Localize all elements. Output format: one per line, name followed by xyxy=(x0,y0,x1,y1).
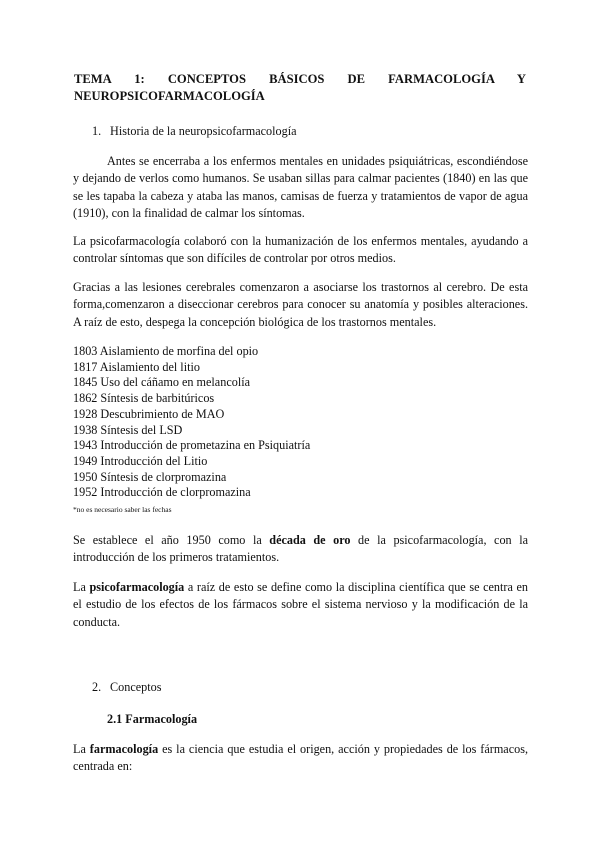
golden-decade-paragraph: Se establece el año 1950 como la década de oro de la psicofarmacología, con la introducción de los primeros tratamientos. xyxy=(73,533,528,565)
dates-footnote: *no es necesario saber las fechas xyxy=(73,505,172,514)
subsection-2-1-heading: 2.1 Farmacología xyxy=(107,712,198,726)
history-paragraph-1: Antes se encerraba a los enfermos mentales en unidades psiquiátricas, escondiéndose y dejando de verlos como humanos. Se usaban sillas para calmar pacientes (1840) en las que se les tapaba la cabeza y ataba las manos, camisas de fuerza y tratamientos de vapor de agua (1910), con la finalidad de calmar los síntomas. xyxy=(73,154,528,220)
pharmacology-definition-paragraph: La farmacología es la ciencia que estudia el origen, acción y propiedades de los fármacos, centrada en: xyxy=(73,742,529,774)
history-paragraph-2: La psicofarmacología colaboró con la humanización de los enfermos mentales, ayudando a controlar síntomas que son difíciles de controlar por otros medios. xyxy=(73,234,528,266)
timeline-item: 1928 Descubrimiento de MAO xyxy=(73,406,225,421)
section-2-heading xyxy=(92,679,162,695)
timeline-item: 1862 Síntesis de barbitúricos xyxy=(73,391,215,406)
psychopharmacology-term: psicofarmacología xyxy=(89,580,185,594)
psychopharmacology-definition-paragraph: La psicofarmacología a raíz de esto se define como la disciplina científica que se centra en el estudio de los efectos de los fármacos sobre el sistema nervioso y la modificación de la conducta. xyxy=(73,580,528,629)
timeline-item: 1938 Síntesis del LSD xyxy=(73,422,183,437)
section-1-heading xyxy=(92,123,297,139)
golden-decade-term: década de oro xyxy=(269,533,351,547)
section-2-title: Conceptos xyxy=(110,680,162,694)
document-title-continuation: NEUROPSICOFARMACOLOGÍA xyxy=(74,89,265,103)
timeline-item: 1950 Síntesis de clorpromazina xyxy=(73,469,227,484)
section-1-title: Historia de la neuropsicofarmacología xyxy=(110,124,297,138)
timeline-item: 1943 Introducción de prometazina en Psiquiatría xyxy=(73,438,311,453)
timeline-item: 1845 Uso del cáñamo en melancolía xyxy=(73,375,250,390)
timeline-item: 1952 Introducción de clorpromazina xyxy=(73,485,251,500)
document-title: TEMA 1: CONCEPTOS BÁSICOS DE FARMACOLOGÍA Y xyxy=(74,72,526,86)
section-1-number: 1. xyxy=(92,124,102,138)
timeline-list xyxy=(73,344,310,501)
pharmacology-term: farmacología xyxy=(89,742,159,756)
history-paragraph-3: Gracias a las lesiones cerebrales comenzaron a asociarse los trastornos al cerebro. De esta forma,comenzaron a diseccionar cerebros para conocer su anatomía y posibles alteraciones. A raíz de esto, despega la concepción biológica de los trastornos mentales. xyxy=(73,280,528,329)
timeline-item: 1949 Introducción del Litio xyxy=(73,453,208,468)
timeline-item: 1817 Aislamiento del litio xyxy=(73,359,200,374)
timeline-item: 1803 Aislamiento de morfina del opio xyxy=(73,344,259,358)
section-2-number: 2. xyxy=(92,680,102,694)
